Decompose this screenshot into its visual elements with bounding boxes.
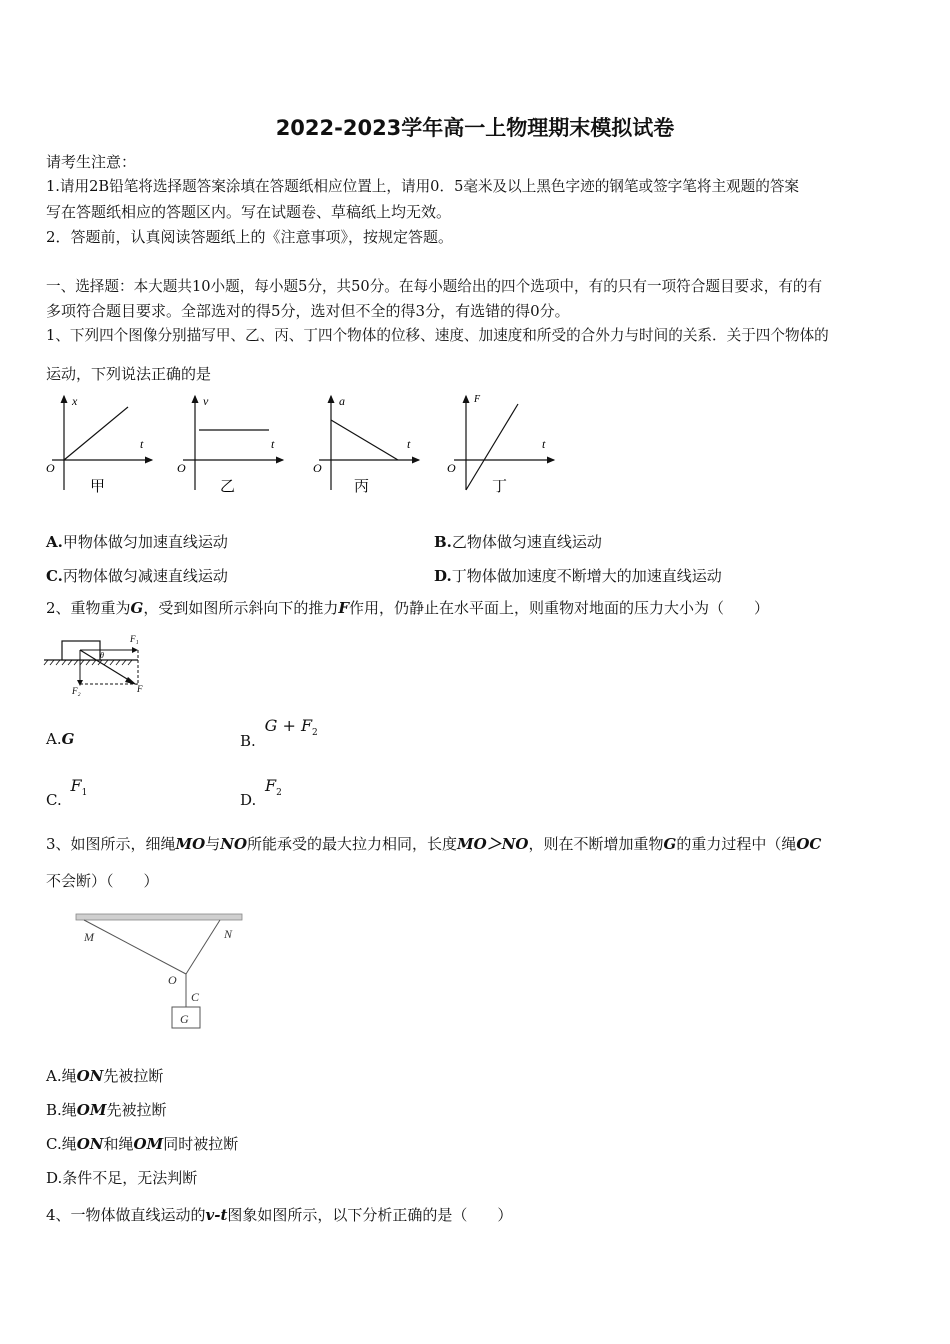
q1-option-d-text: 丁物体做加速度不断增大的加速直线运动 [451, 567, 722, 585]
q3-label-c: C [191, 990, 200, 1004]
graph-bing-caption: 丙 [354, 479, 370, 495]
graph-jia-y-label: x [72, 394, 78, 408]
graph-ding [447, 394, 554, 495]
q1-option-a-text: 甲物体做匀加速直线运动 [62, 533, 228, 551]
q3-option-b-post: 先被拉断 [106, 1101, 167, 1119]
notice-item-1-line-2: 写在答题纸相应的答题区内。写在试题卷、草稿纸上均无效。 [46, 203, 452, 221]
q1-option-c[interactable] [46, 565, 228, 586]
q4-stem-em: v-t [205, 1206, 228, 1224]
q2-stem-f: F [338, 599, 350, 617]
q2-option-a[interactable] [46, 730, 74, 748]
q3-option-c-em2: OM [133, 1135, 164, 1153]
q2-option-d-letter: D. [240, 791, 257, 809]
graph-jia-t-label: t [140, 437, 144, 451]
q2-option-c-letter: C. [46, 791, 62, 809]
q2-option-b-letter: B. [240, 732, 256, 750]
notice-item-1-line-1: 1.请用2B铅笔将选择题答案涂填在答题纸相应位置上，请用0．5毫米及以上黑色字迹的钢笔或签字笔将主观题的答案 [46, 178, 800, 195]
q3-stem-d: ，则在不断增加重物 [528, 835, 664, 853]
q2-option-c[interactable] [46, 776, 88, 809]
q1-option-a[interactable] [46, 531, 228, 552]
q2-option-b-sub: 2 [312, 728, 318, 738]
q3-option-c[interactable] [46, 1133, 238, 1154]
q2-option-d[interactable] [240, 776, 282, 809]
graph-yi [177, 394, 283, 495]
graph-jia-caption: 甲 [90, 479, 106, 495]
q3-option-a-em: ON [76, 1067, 104, 1085]
q4-stem [46, 1205, 512, 1225]
q2-stem-mid: ，受到如图所示斜向下的推力 [143, 599, 339, 617]
graph-yi-origin: O [177, 461, 186, 475]
graph-yi-caption: 乙 [220, 479, 236, 495]
q3-stem-b: 与 [205, 835, 221, 853]
graph-bing [313, 394, 419, 495]
q3-stem-no: NO [220, 835, 248, 853]
q2-option-d-sub: 2 [276, 788, 282, 798]
page-title: 2022-2023学年高一上物理期末模拟试卷 [275, 116, 675, 140]
q2-option-d-main: F [265, 776, 277, 795]
q3-label-g: G [180, 1012, 189, 1026]
graph-ding-caption: 丁 [492, 479, 508, 495]
q1-stem-line-1: 1、下列四个图像分别描写甲、乙、丙、丁四个物体的位移、速度、加速度和所受的合外力与时间的关系．关于四个物体的 [46, 327, 829, 344]
q3-option-c-pre: C.绳 [46, 1135, 77, 1153]
graph-jia-origin: O [46, 461, 55, 475]
q3-stem-a: 3、如图所示，细绳 [46, 835, 176, 853]
graph-yi-y-label: v [203, 394, 209, 408]
graph-bing-origin: O [313, 461, 322, 475]
q3-option-b[interactable] [46, 1099, 166, 1120]
q3-stem-oc: OC [796, 835, 822, 853]
q4-stem-post: 图象如图所示，以下分析正确的是（ ） [227, 1206, 513, 1224]
q1-option-c-letter: C. [46, 567, 63, 585]
q3-stem-c: 所能承受的最大拉力相同，长度 [247, 835, 458, 853]
q1-stem-line-2: 运动，下列说法正确的是 [46, 365, 212, 383]
q2-option-c-main: F [70, 776, 82, 795]
q1-graphs-figure [40, 390, 570, 502]
q2-option-b[interactable] [240, 716, 318, 750]
q2-force-diagram [42, 630, 154, 696]
q3-stem-line-2: 不会断）（ ） [46, 872, 159, 890]
q2-stem-post: 作用，仍静止在水平面上，则重物对地面的压力大小为（ ） [349, 599, 770, 617]
q2-stem-g: G [130, 599, 144, 617]
q2-option-c-sub: 1 [81, 788, 88, 798]
q3-stem-g: G [663, 835, 677, 853]
q3-option-a-pre: A.绳 [46, 1067, 77, 1085]
q1-option-d-letter: D. [434, 567, 452, 585]
q3-option-d[interactable]: D.条件不足，无法判断 [46, 1169, 198, 1187]
q3-option-c-mid: 和绳 [103, 1135, 134, 1153]
graph-bing-t-label: t [407, 437, 411, 451]
q2-label-f: F [137, 684, 143, 694]
q2-stem [46, 598, 769, 618]
q2-label-theta: θ [100, 651, 104, 660]
q1-option-d[interactable] [434, 565, 722, 586]
section-instructions-line-1: 一、选择题：本大题共10小题，每小题5分，共50分。在每小题给出的四个选项中，有的只有一项符合题目要求，有的有 [46, 278, 823, 295]
q3-label-m: M [84, 930, 94, 944]
q2-stem-pre: 2、重物重为 [46, 599, 131, 617]
q1-option-a-letter: A. [46, 533, 63, 551]
notice-item-2: 2．答题前，认真阅读答题纸上的《注意事项》，按规定答题。 [46, 228, 454, 246]
q3-option-b-em: OM [76, 1101, 107, 1119]
q2-label-f1: F₁ [130, 634, 139, 644]
q3-label-n: N [224, 927, 233, 941]
q1-option-b-letter: B. [434, 533, 452, 551]
q3-option-a[interactable] [46, 1065, 163, 1086]
notice-heading: 请考生注意： [46, 153, 137, 171]
q3-label-o: O [168, 973, 177, 987]
q2-label-f2: F₂ [72, 686, 81, 696]
q1-option-c-text: 丙物体做匀减速直线运动 [62, 567, 228, 585]
graph-jia [46, 394, 152, 495]
q2-option-b-main: G + F [264, 716, 313, 735]
q3-option-c-em1: ON [76, 1135, 104, 1153]
graph-yi-t-label: t [271, 437, 275, 451]
q3-option-b-pre: B.绳 [46, 1101, 77, 1119]
q1-option-b[interactable] [434, 531, 602, 552]
q3-stem-e: 的重力过程中（绳 [676, 835, 797, 853]
q2-option-a-letter: A. [46, 730, 62, 748]
graph-bing-y-label: a [339, 394, 345, 408]
q3-option-c-post: 同时被拉断 [163, 1135, 239, 1153]
q2-option-a-text: G [61, 730, 75, 748]
q4-stem-pre: 4、一物体做直线运动的 [46, 1206, 206, 1224]
q3-option-a-post: 先被拉断 [103, 1067, 164, 1085]
graph-ding-y-label: F [474, 394, 481, 405]
q3-stem-mo: MO [175, 835, 206, 853]
q1-option-b-text: 乙物体做匀速直线运动 [451, 533, 602, 551]
q3-stem-line-1 [46, 834, 821, 854]
q3-rope-diagram [70, 908, 250, 1034]
graph-ding-t-label: t [542, 437, 546, 451]
section-instructions-line-2: 多项符合题目要求。全部选对的得5分，选对但不全的得3分，有选错的得0分。 [46, 302, 570, 320]
graph-ding-origin: O [447, 461, 456, 475]
q3-stem-cmp: MO＞NO [457, 835, 529, 853]
